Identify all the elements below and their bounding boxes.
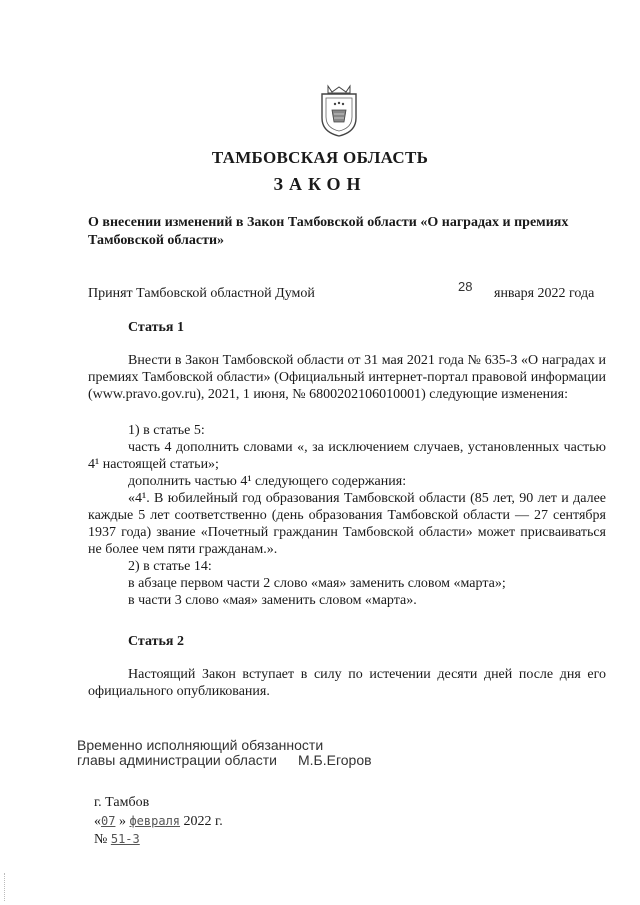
number-sign: № [94, 832, 111, 847]
signatory-title-line1: Временно исполняющий обязанности [77, 737, 324, 753]
amendment-item-2a: в абзаце первом части 2 слово «мая» заменить словом «марта»; [128, 576, 506, 591]
date-year: 2022 г. [180, 814, 223, 829]
law-title-line2: Тамбовской области» [88, 233, 225, 248]
date-open-quote: « [94, 814, 101, 829]
article-1-body [88, 422, 606, 609]
adopted-date: января 2022 года [494, 286, 595, 301]
amendment-item-2: 2) в статье 14: [128, 559, 212, 574]
article-2-heading: Статья 2 [128, 634, 184, 649]
region-name: ТАМБОВСКАЯ ОБЛАСТЬ [211, 148, 429, 167]
amendment-item-1a: часть 4 дополнить словами «, за исключением случаев, установленных частью 4¹ настоящей статьи»; [88, 440, 606, 472]
date-close-quote: » [115, 814, 130, 829]
document-type: ЗАКОН [273, 174, 367, 194]
signatory-title-line2: главы администрации области [77, 752, 277, 768]
date-day: 07 [101, 814, 116, 828]
number-value: 51-З [110, 832, 140, 846]
adopted-day: 28 [458, 279, 473, 294]
article-1-heading: Статья 1 [128, 320, 184, 335]
adopted-by: Принят Тамбовской областной Думой [88, 286, 315, 301]
amendment-item-1c: «4¹. В юбилейный год образования Тамбовской области (85 лет, 90 лет и далее каждые 5 лет соответственно (день образования Тамбовской области — 27 сентября 1937 года) звание «Почетный гражданин Тамбовской области» может присваиваться не более чем пяти гражданам.». [88, 491, 606, 557]
amendment-item-2b: в части 3 слово «мая» заменить словом «марта». [128, 593, 417, 608]
amendment-item-1: 1) в статье 5: [128, 423, 205, 438]
amendment-item-1b: дополнить частью 4¹ следующего содержания: [128, 474, 407, 489]
signatory-name: М.Б.Егоров [298, 752, 372, 768]
law-title-line1: О внесении изменений в Закон Тамбовской области «О наградах и премиях [88, 215, 569, 230]
coat-of-arms-icon [318, 84, 360, 138]
article-2-text: Настоящий Закон вступает в силу по истечении десяти дней после дня его официального опубликования. [88, 667, 606, 699]
city: г. Тамбов [94, 795, 150, 810]
date-month: февраля [129, 814, 181, 828]
law-title [88, 214, 618, 250]
signing-date [94, 814, 223, 830]
law-number [94, 832, 140, 848]
article-1-intro: Внести в Закон Тамбовской области от 31 мая 2021 года № 635-З «О наградах и премиях Тамбовской области» (Официальный интернет-портал правовой информации (www.pravo.gov.ru), 2021, 1 июня, № 6800202106010001) следующие изменения: [88, 353, 606, 402]
scan-edge-mark [4, 873, 7, 901]
